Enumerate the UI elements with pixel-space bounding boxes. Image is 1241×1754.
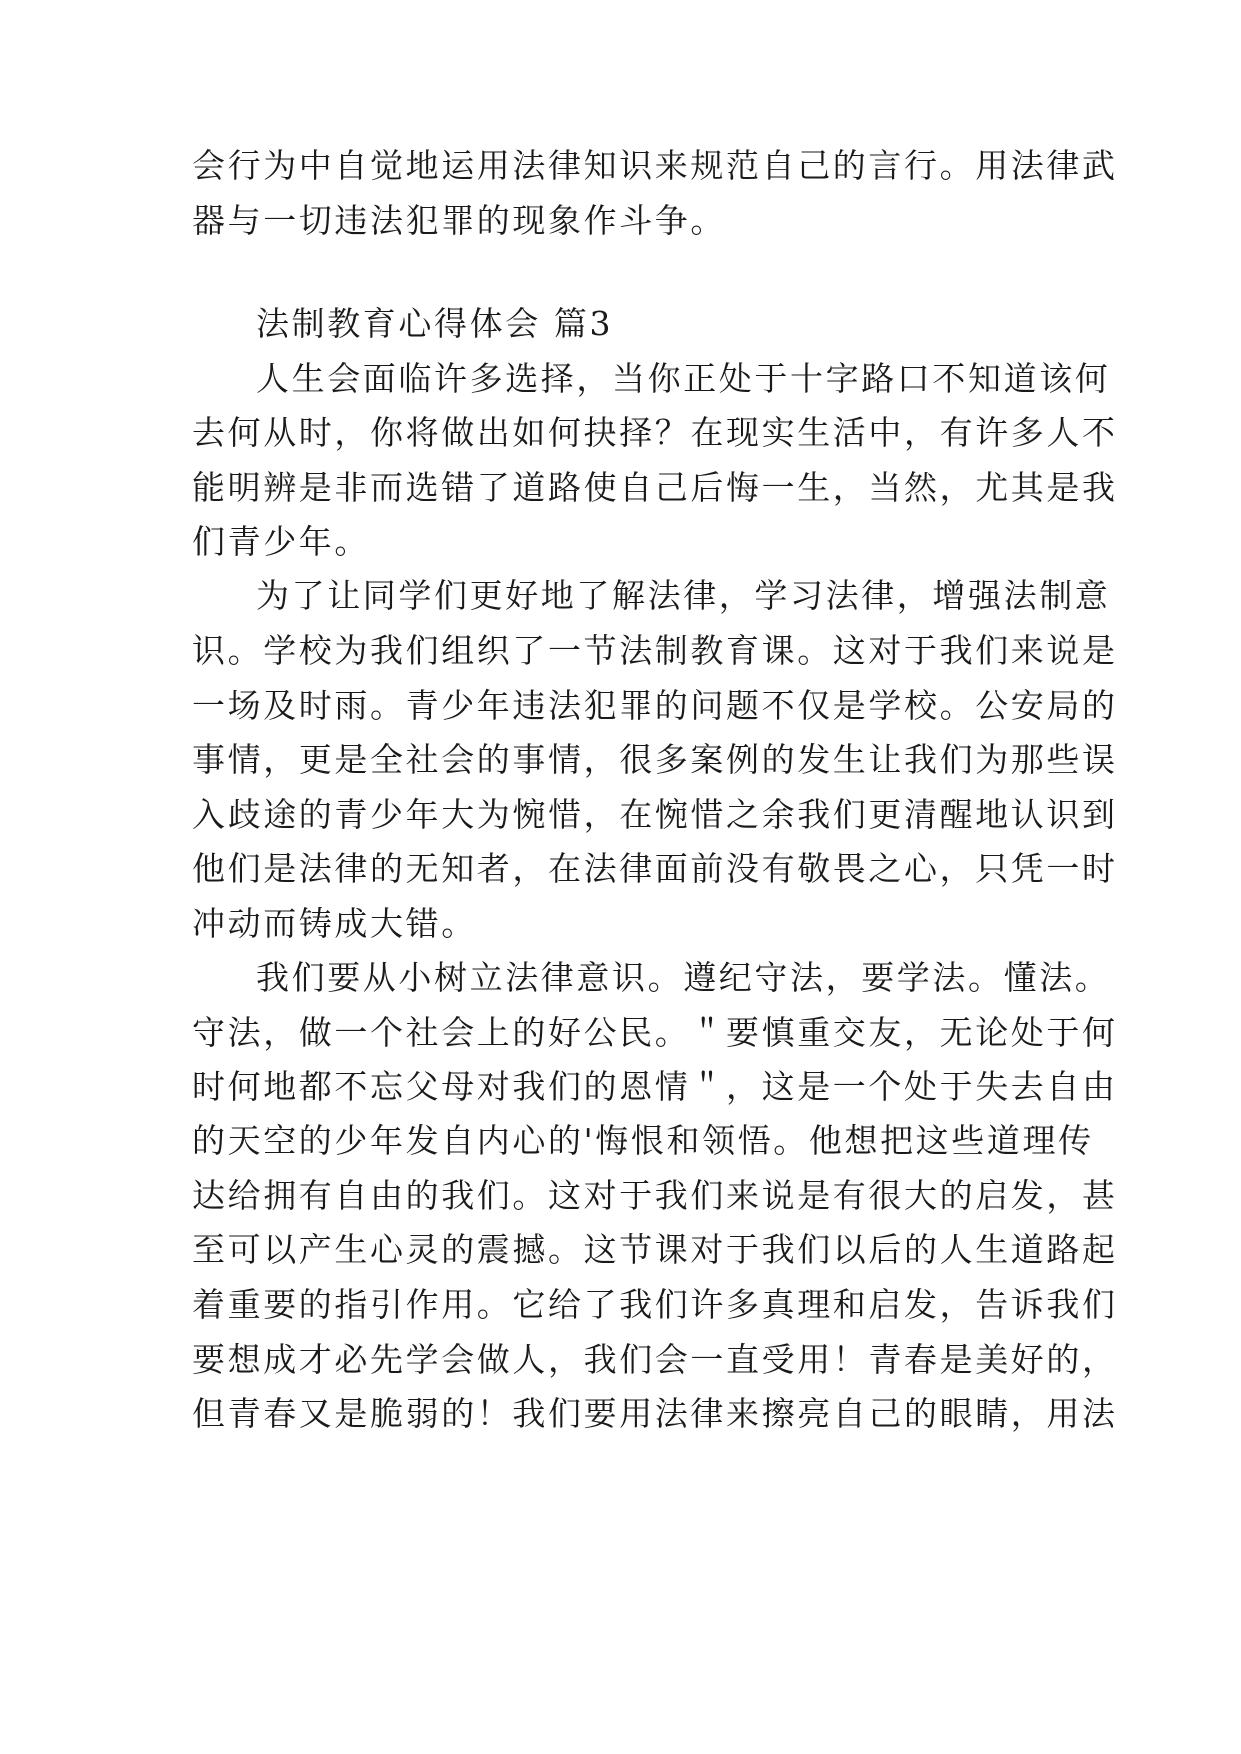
text-line: 我们要从小树立法律意识。遵纪守法，要学法。懂法。 (256, 958, 1111, 997)
text-line: 们青少年。 (192, 522, 370, 561)
text-line: 为了让同学们更好地了解法律，学习法律，增强法制意 (256, 576, 1111, 615)
text-line: 达给拥有自由的我们。这对于我们来说是有很大的启发，甚 (192, 1176, 1118, 1215)
text-line: 入歧途的青少年大为惋惜，在惋惜之余我们更清醒地认识到 (192, 795, 1118, 834)
text-line: 人生会面临许多选择，当你正处于十字路口不知道该何 (256, 359, 1111, 398)
text-line: 能明辨是非而选错了道路使自己后悔一生，当然，尤其是我 (192, 468, 1118, 507)
text-line: 但青春又是脆弱的！我们要用法律来擦亮自己的眼睛，用法 (192, 1394, 1118, 1433)
text-line: 要想成才必先学会做人，我们会一直受用！青春是美好的， (192, 1340, 1118, 1379)
text-line: 着重要的指引作用。它给了我们许多真理和启发，告诉我们 (192, 1285, 1118, 1324)
text-line: 事情，更是全社会的事情，很多案例的发生让我们为那些误 (192, 740, 1118, 779)
text-line: 冲动而铸成大错。 (192, 904, 477, 943)
text-line: 识。学校为我们组织了一节法制教育课。这对于我们来说是 (192, 631, 1118, 670)
section-title: 法制教育心得体会 篇3 (256, 304, 614, 343)
text-line: 至可以产生心灵的震撼。这节课对于我们以后的人生道路起 (192, 1230, 1118, 1269)
text-line: 会行为中自觉地运用法律知识来规范自己的言行。用法律武 (192, 146, 1118, 185)
text-line: 一场及时雨。青少年违法犯罪的问题不仅是学校。公安局的 (192, 686, 1118, 725)
text-line: 时何地都不忘父母对我们的恩情＂，这是一个处于失去自由 (192, 1067, 1118, 1106)
text-line: 他们是法律的无知者，在法律面前没有敬畏之心，只凭一时 (192, 849, 1118, 888)
text-line: 守法，做一个社会上的好公民。＂要慎重交友，无论处于何 (192, 1013, 1118, 1052)
text-line: 去何从时，你将做出如何抉择？在现实生活中，有许多人不 (192, 413, 1118, 452)
text-line: 器与一切违法犯罪的现象作斗争。 (192, 201, 726, 240)
text-line: 的天空的少年发自内心的'悔恨和领悟。他想把这些道理传 (192, 1121, 1094, 1160)
